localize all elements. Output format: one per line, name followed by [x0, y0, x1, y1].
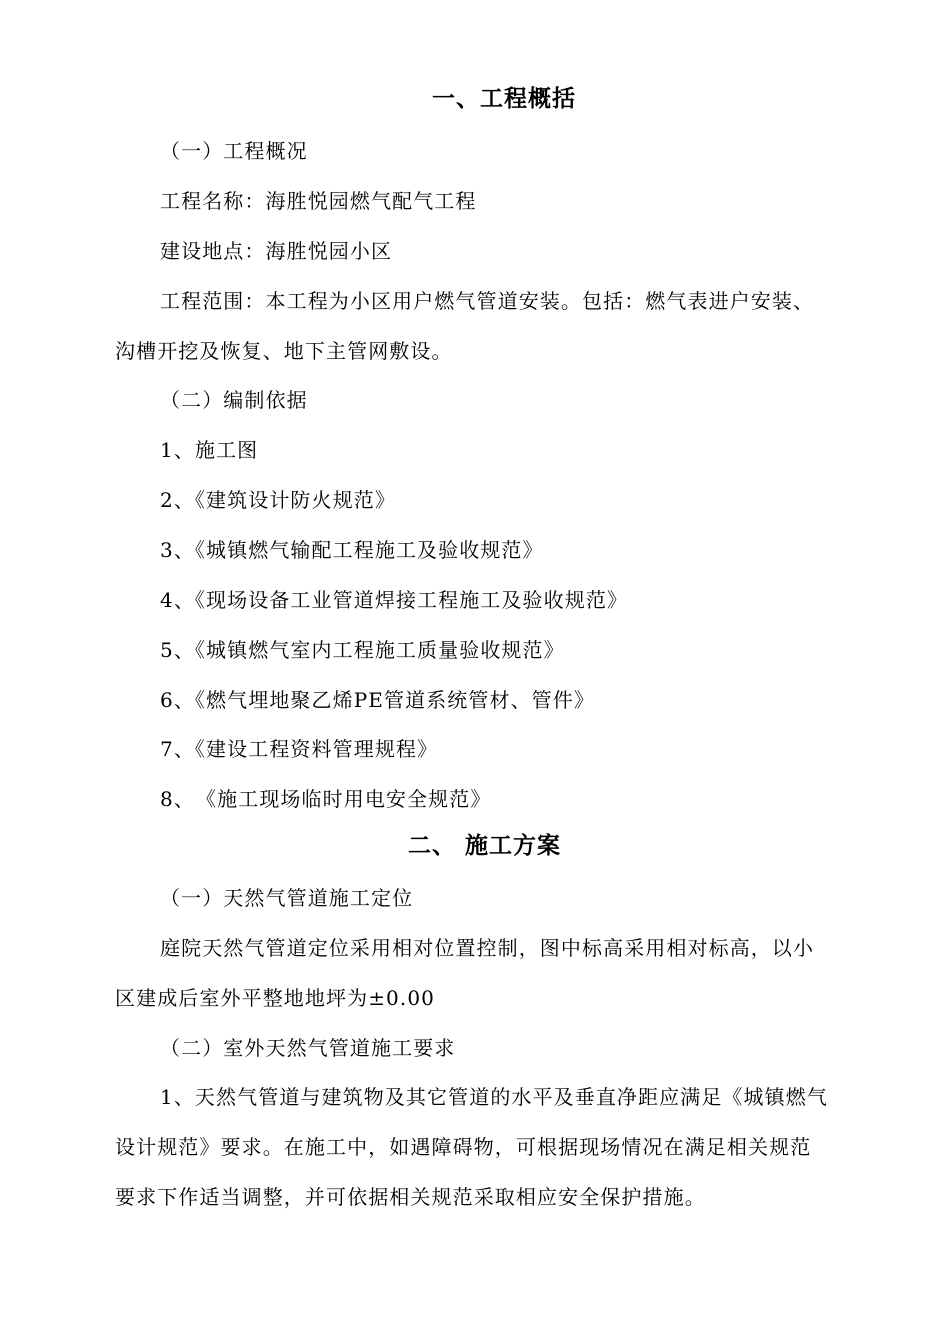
positioning-line1: 庭院天然气管道定位采用相对位置控制，图中标高采用相对标高，以小: [160, 936, 815, 960]
positioning-line2: 区建成后室外平整地地坪为±0.00: [115, 986, 435, 1010]
basis-item: 2、《建筑设计防火规范》: [160, 488, 396, 512]
requirement-1-line1: 1、天然气管道与建筑物及其它管道的水平及垂直净距应满足《城镇燃气: [160, 1085, 828, 1109]
project-scope-line2: 沟槽开挖及恢复、地下主管网敷设。: [115, 339, 453, 363]
overview-title: （一）工程概况: [160, 139, 308, 163]
project-name: 工程名称：海胜悦园燃气配气工程: [160, 189, 477, 213]
basis-item: 8、 《施工现场临时用电安全规范》: [160, 787, 492, 811]
basis-item: 3、《城镇燃气输配工程施工及验收规范》: [160, 538, 544, 562]
basis-title: （二）编制依据: [160, 388, 308, 412]
requirement-1-line2: 设计规范》要求。在施工中，如遇障碍物，可根据现场情况在满足相关规范: [115, 1135, 812, 1159]
section1-heading: 一、工程概括: [432, 86, 576, 112]
basis-item: 1、施工图: [160, 438, 259, 462]
basis-item: 4、《现场设备工业管道焊接工程施工及验收规范》: [160, 588, 629, 612]
section2-heading: 二、 施工方案: [408, 833, 562, 859]
project-location: 建设地点：海胜悦园小区: [160, 239, 393, 263]
requirements-title: （二）室外天然气管道施工要求: [160, 1036, 456, 1060]
positioning-title: （一）天然气管道施工定位: [160, 886, 414, 910]
basis-item: 7、《建设工程资料管理规程》: [160, 737, 439, 761]
basis-item: 5、《城镇燃气室内工程施工质量验收规范》: [160, 638, 565, 662]
project-scope-line1: 工程范围：本工程为小区用户燃气管道安装。包括：燃气表进户安装、: [160, 289, 815, 313]
requirement-1-line3: 要求下作适当调整，并可依据相关规范采取相应安全保护措施。: [115, 1185, 706, 1209]
basis-item: 6、《燃气埋地聚乙烯PE管道系统管材、管件》: [160, 688, 595, 712]
